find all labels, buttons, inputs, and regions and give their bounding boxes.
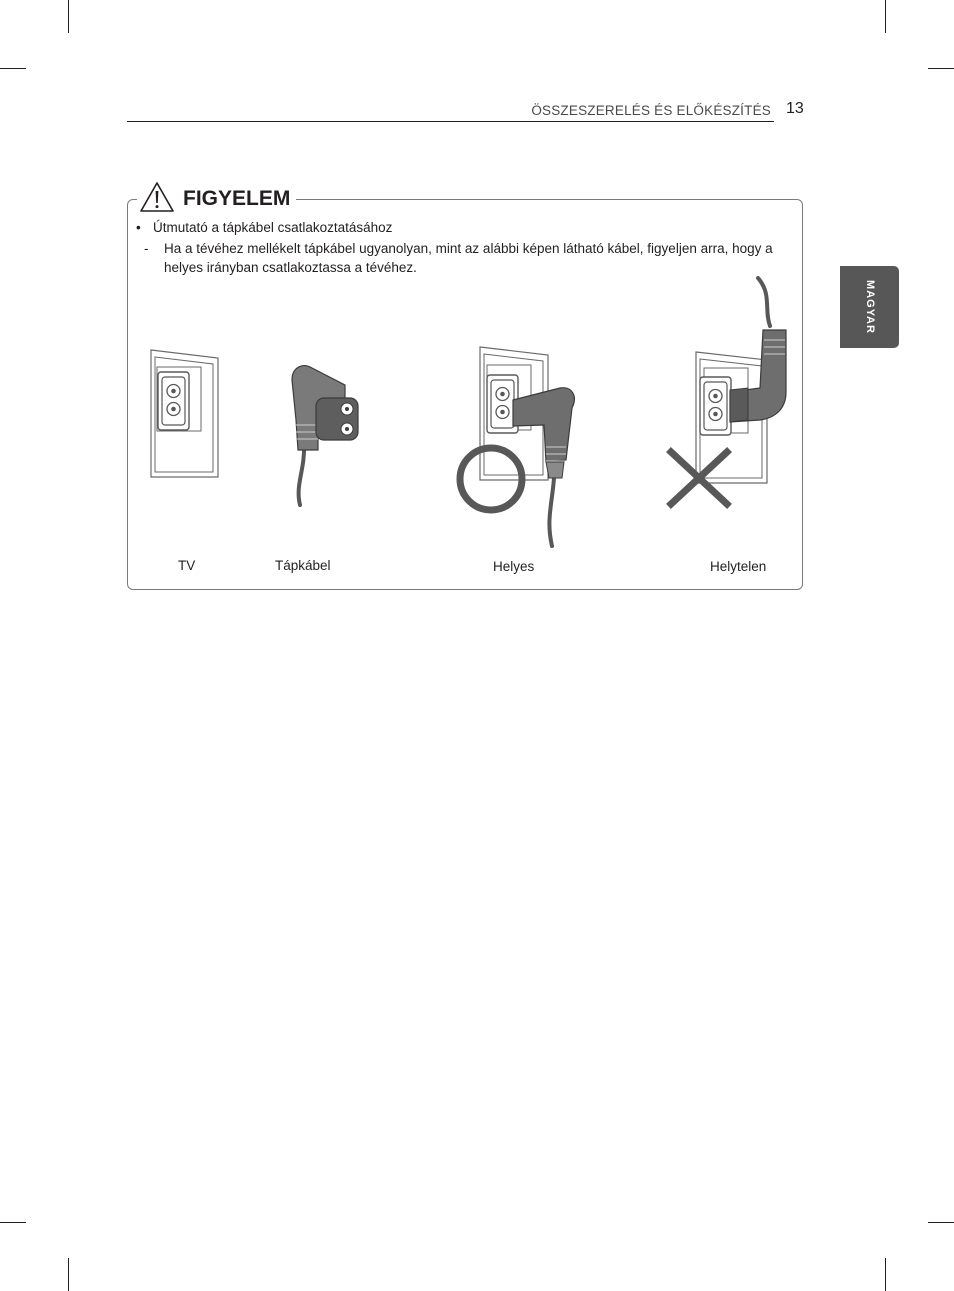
label-power-cable: Tápkábel (275, 558, 331, 573)
label-correct: Helyes (493, 559, 535, 574)
language-tab-label: MAGYAR (863, 280, 876, 334)
page-number: 13 (786, 100, 804, 117)
dash-mark: - (144, 241, 149, 256)
power-cable (292, 366, 358, 505)
incorrect-connection (696, 278, 786, 483)
running-header-title: ÖSSZESZERELÉS ÉS ELŐKÉSZÍTÉS (531, 103, 771, 118)
dash-text: Ha a tévéhez mellékelt tápkábel ugyanolyan, mint az alábbi képen látható kábel, figyeljen arra, hogy a helyes irányban csatlakoztassa a tévéhez. (164, 241, 773, 275)
label-incorrect: Helytelen (710, 559, 767, 574)
tv-socket-panel (151, 350, 218, 477)
label-tv: TV (178, 558, 196, 573)
bullet-text: Útmutató a tápkábel csatlakoztatásához (153, 220, 393, 235)
bullet-mark: • (136, 220, 141, 235)
caution-title: FIGYELEM (183, 187, 291, 210)
